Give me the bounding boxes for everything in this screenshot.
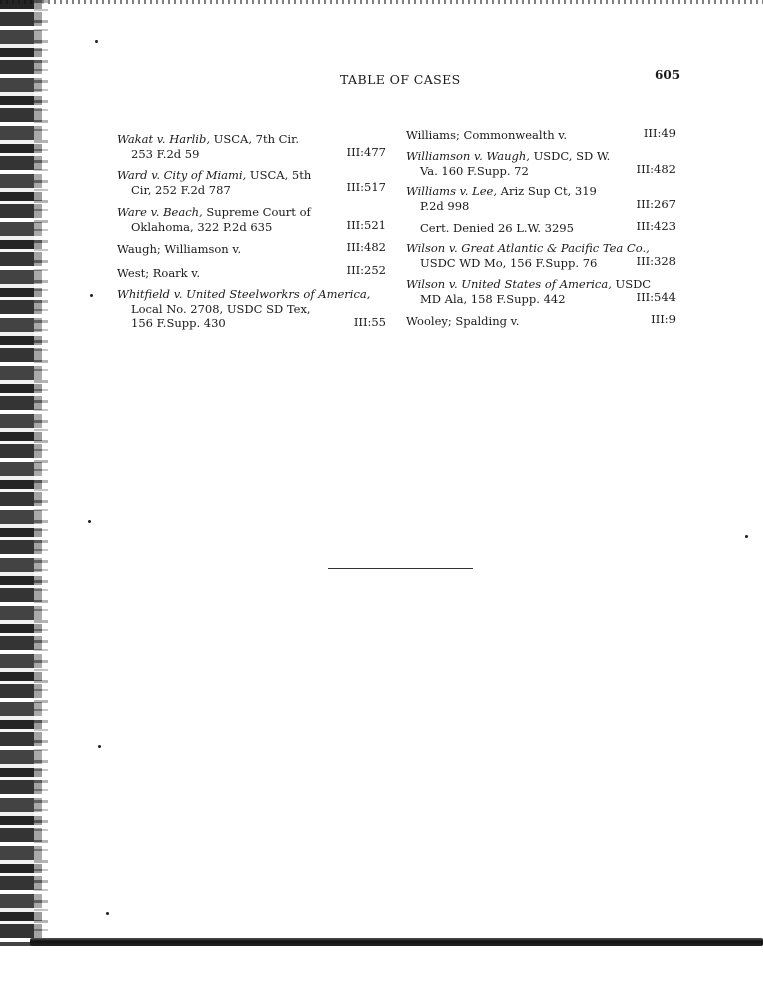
case-name: Ward v. City of Miami, <box>117 168 247 182</box>
case-court: USCA, 7th Cir. <box>209 132 299 146</box>
case-citation: 253 F.2d 59 <box>131 146 200 161</box>
case-name: Williams; Commonwealth v. <box>406 128 568 142</box>
case-citation: USDC WD Mo, 156 F.Supp. 76 <box>420 255 598 270</box>
case-name: Williams v. Lee, <box>406 184 497 198</box>
running-head: TABLE OF CASES <box>340 72 461 87</box>
case-name: Wooley; Spalding v. <box>406 314 520 328</box>
section-divider-rule <box>328 568 473 569</box>
case-citation: Cir, 252 F.2d 787 <box>131 182 231 197</box>
ink-speck <box>106 912 109 915</box>
case-name: Wakat v. Harlib, <box>117 132 210 146</box>
case-entry <box>406 184 597 213</box>
case-entry <box>406 314 519 329</box>
page-top-edge <box>0 0 763 4</box>
case-court: Ariz Sup Ct, 319 <box>497 184 597 198</box>
case-entry <box>406 149 610 178</box>
case-entry <box>420 221 574 236</box>
ink-speck <box>98 745 101 748</box>
ink-speck <box>90 294 93 297</box>
case-reference: III:423 <box>636 219 676 233</box>
ink-speck <box>95 40 98 43</box>
case-court: Local No. 2708, USDC SD Tex, <box>131 301 311 316</box>
binding-edge <box>34 0 48 990</box>
case-entry <box>117 242 241 257</box>
case-name: Whitfield v. United Steelworkrs of America, <box>117 287 371 301</box>
case-name: Wilson v. United States of America, <box>406 277 612 291</box>
case-reference: III:267 <box>636 197 676 211</box>
case-entry <box>117 205 311 234</box>
ink-speck <box>745 535 748 538</box>
case-name: Wilson v. Great Atlantic & Pacific Tea Co., <box>406 241 650 255</box>
case-court: Supreme Court of <box>202 205 311 219</box>
case-reference: III:328 <box>636 254 676 268</box>
case-entry <box>406 241 650 270</box>
case-reference: III:55 <box>353 315 386 329</box>
case-name: West; Roark v. <box>117 266 201 280</box>
case-name: Waugh; Williamson v. <box>117 242 242 256</box>
case-citation: 156 F.Supp. 430 <box>131 316 226 330</box>
case-citation: MD Ala, 158 F.Supp. 442 <box>420 291 566 306</box>
case-reference: III:482 <box>346 240 386 254</box>
case-name: Williamson v. Waugh, <box>406 149 530 163</box>
ink-speck <box>88 520 91 523</box>
page-bottom-margin <box>0 946 763 990</box>
case-reference: III:252 <box>346 263 386 277</box>
case-court: USCA, 5th <box>246 168 312 182</box>
case-name: Ware v. Beach, <box>117 205 203 219</box>
case-reference: III:9 <box>651 312 676 326</box>
case-reference: III:517 <box>346 180 386 194</box>
page-number: 605 <box>655 68 681 82</box>
case-court: USDC, SD W. <box>529 149 611 163</box>
case-reference: III:521 <box>346 218 386 232</box>
case-entry <box>117 168 311 197</box>
case-reference: III:544 <box>636 290 676 304</box>
case-entry <box>406 128 567 143</box>
case-citation: Cert. Denied 26 L.W. 3295 <box>420 221 574 235</box>
case-reference: III:482 <box>636 162 676 176</box>
case-reference: III:49 <box>643 126 676 140</box>
case-entry <box>117 132 299 161</box>
case-entry <box>406 277 651 306</box>
case-citation: P.2d 998 <box>420 198 470 213</box>
page-bottom-edge <box>30 938 763 946</box>
case-reference: III:477 <box>346 145 386 159</box>
case-citation: Va. 160 F.Supp. 72 <box>420 163 529 178</box>
case-entry <box>117 266 200 281</box>
case-citation: Oklahoma, 322 P.2d 635 <box>131 219 273 234</box>
case-court: USDC <box>611 277 652 291</box>
